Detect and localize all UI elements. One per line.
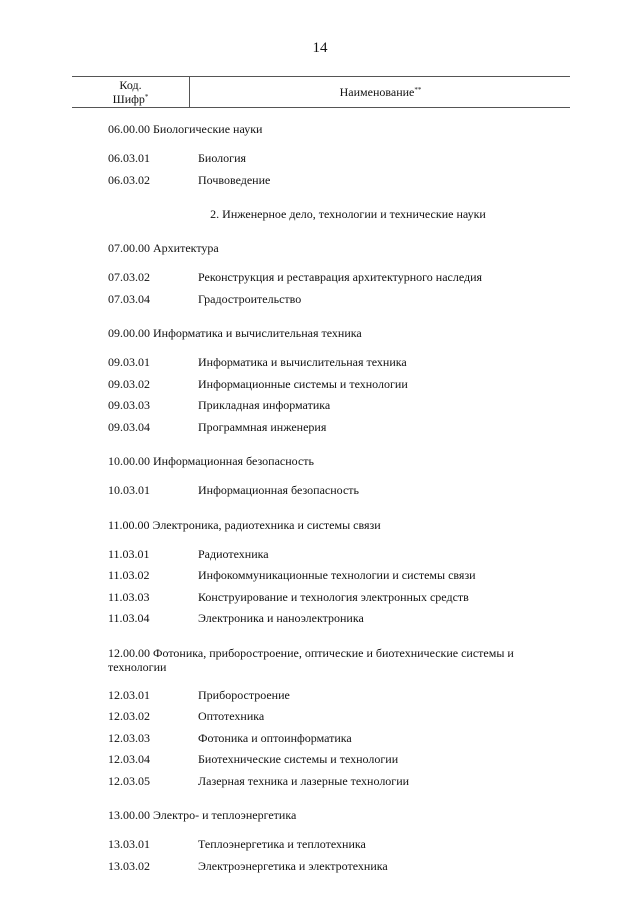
list-item bbox=[108, 420, 568, 442]
list-item bbox=[108, 731, 568, 753]
list-item bbox=[108, 270, 568, 292]
specialty-name: Приборостроение bbox=[198, 687, 290, 702]
header-code-label: Код. bbox=[119, 78, 142, 92]
specialty-name: Прикладная информатика bbox=[198, 398, 331, 412]
specialty-code: 11.03.01 bbox=[108, 546, 150, 561]
specialty-items bbox=[108, 547, 568, 633]
specialty-name: Программная инженерия bbox=[198, 419, 327, 434]
list-item bbox=[108, 859, 568, 881]
list-item bbox=[108, 173, 568, 195]
specialty-name: Лазерная техника и лазерные технологии bbox=[198, 773, 410, 788]
specialty-code: 11.03.02 bbox=[108, 568, 150, 582]
list-item bbox=[108, 837, 568, 859]
specialty-code: 11.03.04 bbox=[108, 611, 150, 625]
specialty-code: 09.03.01 bbox=[108, 355, 150, 369]
group-heading: 09.00.00 Информатика и вычислительная техника bbox=[108, 326, 362, 340]
header-code-column bbox=[72, 77, 190, 107]
list-item bbox=[108, 398, 568, 420]
specialty-code: 10.03.01 bbox=[108, 483, 150, 497]
specialty-name: Радиотехника bbox=[198, 546, 269, 561]
specialty-code: 12.03.02 bbox=[108, 709, 150, 723]
specialty-code: 07.03.02 bbox=[108, 270, 150, 284]
list-item bbox=[108, 292, 568, 314]
specialty-name: Информатика и вычислительная техника bbox=[198, 355, 407, 369]
specialty-name: Биология bbox=[198, 151, 247, 165]
specialty-code: 13.03.02 bbox=[108, 858, 150, 873]
list-item bbox=[108, 709, 568, 731]
list-item bbox=[108, 355, 568, 377]
list-item bbox=[108, 590, 568, 612]
section-heading: 2. Инженерное дело, технологии и технические науки bbox=[210, 207, 486, 221]
specialty-name: Электроэнергетика и электротехника bbox=[198, 858, 388, 873]
specialty-name: Биотехнические системы и технологии bbox=[198, 752, 399, 766]
specialty-name: Оптотехника bbox=[198, 709, 265, 723]
list-item bbox=[108, 774, 568, 796]
header-code-footnote-mark: * bbox=[144, 93, 149, 101]
table-header bbox=[72, 76, 570, 108]
specialty-code: 09.03.02 bbox=[108, 376, 150, 391]
specialty-items bbox=[108, 688, 568, 796]
group-heading: 10.00.00 Информационная безопасность bbox=[108, 454, 314, 468]
specialty-code: 11.03.03 bbox=[108, 589, 150, 604]
group-heading: 13.00.00 Электро- и теплоэнергетика bbox=[108, 808, 297, 822]
group-heading: 11.00.00 Электроника, радиотехника и системы связи bbox=[108, 517, 381, 532]
specialty-name: Конструирование и технология электронных средств bbox=[198, 589, 469, 604]
list-item bbox=[108, 568, 568, 590]
specialty-code: 12.03.05 bbox=[108, 773, 150, 788]
specialty-name: Электроника и наноэлектроника bbox=[198, 611, 364, 625]
specialty-items bbox=[108, 483, 568, 505]
page-number: 14 bbox=[312, 40, 328, 56]
specialty-code: 12.03.03 bbox=[108, 730, 150, 745]
header-cipher-label: Шифр bbox=[112, 92, 145, 106]
specialty-name: Информационные системы и технологии bbox=[198, 376, 408, 391]
specialty-code: 12.03.01 bbox=[108, 687, 150, 702]
specialty-list bbox=[108, 122, 568, 893]
specialty-name: Градостроительство bbox=[198, 291, 302, 306]
list-item bbox=[108, 688, 568, 710]
specialty-name: Теплоэнергетика и теплотехника bbox=[198, 837, 366, 851]
specialty-code: 12.03.04 bbox=[108, 752, 150, 766]
specialty-code: 06.03.02 bbox=[108, 172, 150, 187]
specialty-name: Информационная безопасность bbox=[198, 483, 359, 497]
list-item bbox=[108, 151, 568, 173]
header-name-footnote-mark: ** bbox=[414, 86, 422, 94]
list-item bbox=[108, 483, 568, 505]
specialty-code: 07.03.04 bbox=[108, 291, 150, 306]
group-heading: 12.00.00 Фотоника, приборостроение, оптические и биотехнические системы и технологии bbox=[108, 645, 514, 674]
group-heading: 06.00.00 Биологические науки bbox=[108, 122, 263, 136]
specialty-code: 09.03.04 bbox=[108, 419, 150, 434]
specialty-name: Реконструкция и реставрация архитектурного наследия bbox=[198, 270, 483, 284]
specialty-code: 13.03.01 bbox=[108, 837, 150, 851]
group-heading: 07.00.00 Архитектура bbox=[108, 241, 219, 255]
specialty-items bbox=[108, 837, 568, 880]
specialty-name: Инфокоммуникационные технологии и системы связи bbox=[198, 568, 476, 582]
specialty-items bbox=[108, 270, 568, 313]
list-item bbox=[108, 377, 568, 399]
specialty-name: Почвоведение bbox=[198, 172, 271, 187]
list-item bbox=[108, 547, 568, 569]
specialty-items bbox=[108, 151, 568, 194]
specialty-items bbox=[108, 355, 568, 441]
list-item bbox=[108, 611, 568, 633]
specialty-name: Фотоника и оптоинформатика bbox=[198, 730, 352, 745]
specialty-code: 06.03.01 bbox=[108, 151, 150, 165]
header-name-column bbox=[191, 77, 570, 107]
header-name-label: Наименование bbox=[339, 84, 415, 99]
list-item bbox=[108, 752, 568, 774]
specialty-code: 09.03.03 bbox=[108, 398, 150, 412]
